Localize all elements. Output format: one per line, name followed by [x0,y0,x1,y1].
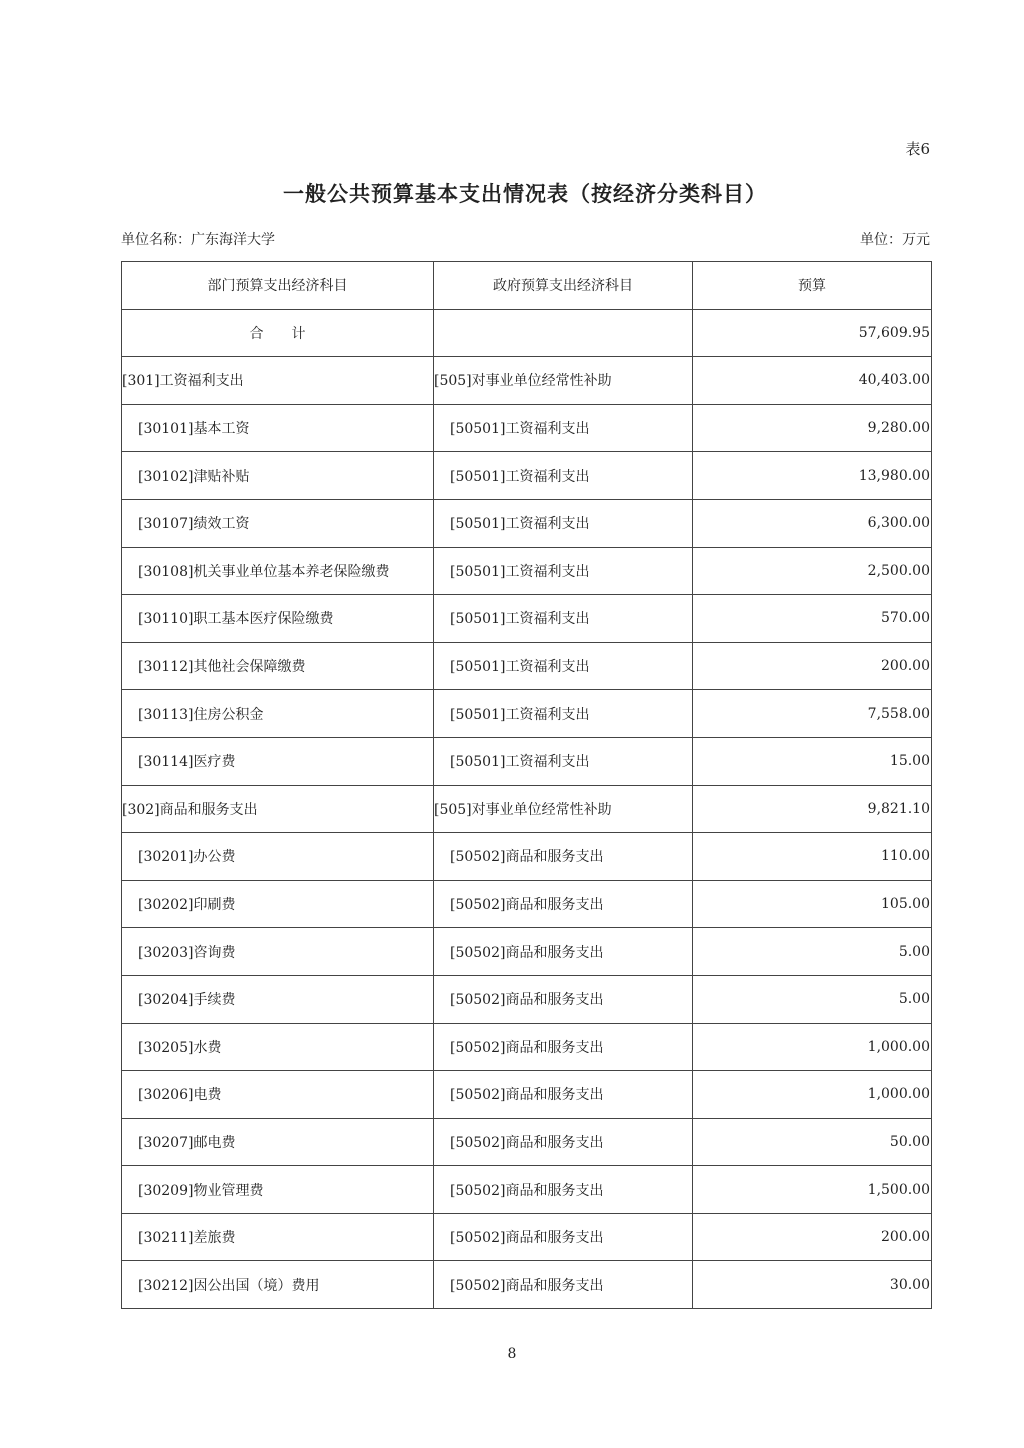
table-row [122,357,932,405]
budget-value: 15.00 [693,737,932,785]
dept-subject: [30202]印刷费 [122,880,434,928]
gov-subject: [50502]商品和服务支出 [434,833,693,881]
dept-subject: [30110]职工基本医疗保险缴费 [122,595,434,643]
gov-subject: [50501]工资福利支出 [434,595,693,643]
gov-subject: [50502]商品和服务支出 [434,1213,693,1261]
dept-subject: [30205]水费 [122,1023,434,1071]
gov-subject: [50501]工资福利支出 [434,690,693,738]
budget-value: 9,280.00 [693,404,932,452]
table-row [122,1166,932,1214]
table-row [122,499,932,547]
budget-value: 200.00 [693,642,932,690]
table-row [122,737,932,785]
page-number: 8 [507,1346,517,1362]
dept-subject: [30203]咨询费 [122,928,434,976]
budget-value: 1,500.00 [693,1166,932,1214]
table-row [122,880,932,928]
unit-name: 单位名称：广东海洋大学 [121,232,275,248]
budget-value: 2,500.00 [693,547,932,595]
table-row [122,452,932,500]
budget-value: 40,403.00 [693,357,932,405]
header-budget: 预算 [693,262,932,310]
dept-subject: [30112]其他社会保障缴费 [122,642,434,690]
gov-subject: [50501]工资福利支出 [434,737,693,785]
table-row [122,690,932,738]
dept-subject: [30201]办公费 [122,833,434,881]
table-row [122,975,932,1023]
header-dept-subject: 部门预算支出经济科目 [122,262,434,310]
budget-value: 110.00 [693,833,932,881]
budget-value: 30.00 [693,1261,932,1309]
table-number: 表6 [905,140,930,158]
budget-value: 13,980.00 [693,452,932,500]
gov-subject: [505]对事业单位经常性补助 [434,785,693,833]
budget-value: 200.00 [693,1213,932,1261]
table-header-row [122,262,932,310]
dept-subject: [30102]津贴补贴 [122,452,434,500]
budget-value: 5.00 [693,928,932,976]
dept-subject: [30113]住房公积金 [122,690,434,738]
total-row [122,309,932,357]
gov-subject: [50501]工资福利支出 [434,499,693,547]
budget-value: 570.00 [693,595,932,643]
dept-subject: [30101]基本工资 [122,404,434,452]
gov-subject: [50502]商品和服务支出 [434,975,693,1023]
total-label: 合 计 [122,309,434,357]
table-row [122,1023,932,1071]
page-title: 一般公共预算基本支出情况表（按经济分类科目） [283,182,767,206]
budget-value: 9,821.10 [693,785,932,833]
total-value: 57,609.95 [693,309,932,357]
gov-subject: [50502]商品和服务支出 [434,880,693,928]
gov-subject: [505]对事业单位经常性补助 [434,357,693,405]
gov-subject: [50502]商品和服务支出 [434,1166,693,1214]
gov-subject: [50502]商品和服务支出 [434,1071,693,1119]
dept-subject: [30108]机关事业单位基本养老保险缴费 [122,547,434,595]
dept-subject: [30207]邮电费 [122,1118,434,1166]
table-row [122,1261,932,1309]
budget-value: 7,558.00 [693,690,932,738]
gov-subject: [50501]工资福利支出 [434,547,693,595]
dept-subject: [30204]手续费 [122,975,434,1023]
budget-value: 105.00 [693,880,932,928]
table-row [122,1213,932,1261]
budget-table [121,261,932,1309]
dept-subject: [302]商品和服务支出 [122,785,434,833]
dept-subject: [30206]电费 [122,1071,434,1119]
table-row [122,595,932,643]
table-row [122,1118,932,1166]
total-gov-empty [434,309,693,357]
budget-value: 50.00 [693,1118,932,1166]
table-row [122,785,932,833]
table-row [122,547,932,595]
table-row [122,642,932,690]
table-row [122,1071,932,1119]
dept-subject: [30209]物业管理费 [122,1166,434,1214]
gov-subject: [50502]商品和服务支出 [434,1023,693,1071]
gov-subject: [50502]商品和服务支出 [434,928,693,976]
dept-subject: [30211]差旅费 [122,1213,434,1261]
dept-subject: [30114]医疗费 [122,737,434,785]
table-row [122,833,932,881]
gov-subject: [50502]商品和服务支出 [434,1261,693,1309]
table-row [122,404,932,452]
budget-value: 6,300.00 [693,499,932,547]
dept-subject: [30212]因公出国（境）费用 [122,1261,434,1309]
gov-subject: [50502]商品和服务支出 [434,1118,693,1166]
budget-value: 5.00 [693,975,932,1023]
dept-subject: [301]工资福利支出 [122,357,434,405]
gov-subject: [50501]工资福利支出 [434,404,693,452]
gov-subject: [50501]工资福利支出 [434,452,693,500]
gov-subject: [50501]工资福利支出 [434,642,693,690]
budget-value: 1,000.00 [693,1071,932,1119]
table-row [122,928,932,976]
currency-unit: 单位：万元 [860,232,930,248]
header-gov-subject: 政府预算支出经济科目 [434,262,693,310]
dept-subject: [30107]绩效工资 [122,499,434,547]
budget-value: 1,000.00 [693,1023,932,1071]
